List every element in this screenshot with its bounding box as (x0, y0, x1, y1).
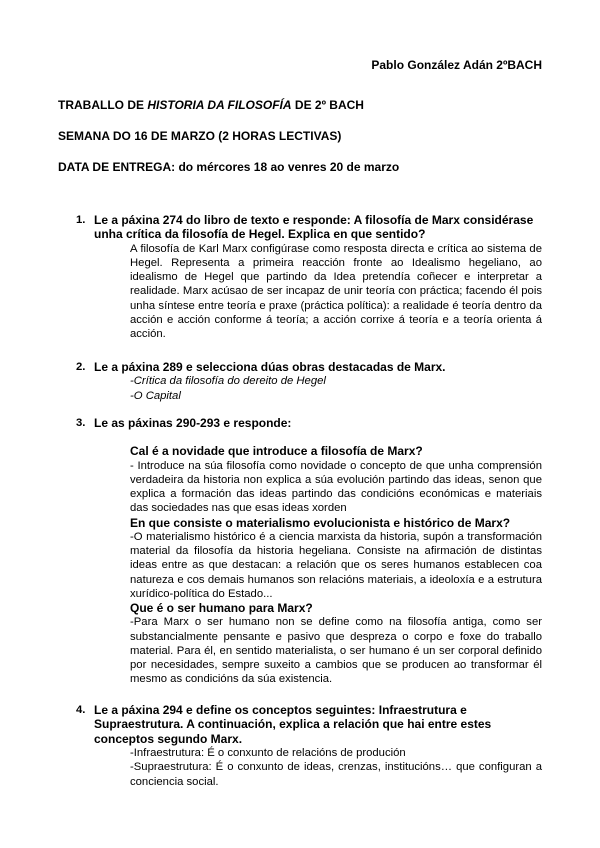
question-answer: A filosofía de Karl Marx configúrase como resposta directa e crítica ao sistema de Hegel. Representa a primeira reacción fronte ao Idealismo hegeliano, ao idealismo de Hegel que partindo da Idea pretendía coñecer e interpretar a realidade. Marx acúsao de ser incapaz de unir teoría con práctica; facendo él pois unha síntese entre teoría e praxe (práctica política): a realidade é teoría dentro da acción e acción conforme á teoría; a acción corrixe á teoría e a teoría orienta á acción. (130, 242, 542, 341)
question-1 (76, 213, 542, 341)
definition-item: -Supraestrutura: É o conxunto de ideas, crenzas, institucións… que configuran a conciencia social. (130, 761, 542, 788)
subquestion-title: En que consiste o materialismo evolucionista e histórico de Marx? (130, 515, 511, 530)
title-suffix: DE 2º BACH (291, 98, 364, 112)
subquestion-answer: - Introduce na súa filosofía como novidade o concepto de que unha comprensión verdadeira da historia non explica a súa evolución partindo das ideas, senon que explica a formación das ideas partindo das condicións económicas e materiais das sociedades nas que esas ideas xorden (130, 459, 542, 515)
definition-item: -Infraestrutura: É o conxunto de relacións de produción (130, 747, 406, 760)
question-number: 1. (76, 214, 86, 226)
question-title: Le a páxina 274 do libro de texto e responde: A filosofía de Marx considérase unha crítica da filosofía de Hegel. Explica en que sentido? (94, 213, 534, 242)
document-title (58, 98, 364, 112)
question-number: 4. (76, 704, 86, 716)
question-title: Le a páxina 289 e selecciona dúas obras destacadas de Marx. (94, 360, 446, 374)
question-2 (76, 360, 542, 403)
subquestion-title: Cal é a novidade que introduce a filosofía de Marx? (130, 444, 423, 459)
question-title: Le as páxinas 290-293 e responde: (94, 416, 292, 430)
question-title: Le a páxina 294 e define os conceptos seguintes: Infraestrutura e Supraestrutura. A continuación, explica a relación que hai entre estes conceptos segundo Marx. (94, 703, 492, 746)
question-number: 3. (76, 417, 86, 429)
author-name: Pablo González Adán 2ºBACH (371, 58, 542, 72)
title-subject: HISTORIA DA FILOSOFÍA (147, 98, 292, 112)
subquestion-answer: -Para Marx o ser humano non se define como na filosofía antiga, como ser substancialmente pensante e pasivo que despreza o corpo e foxe do traballo material. Para él, en sentido materialista, o ser humano é un ser corporal definido por necesidades, sempre suxeito a cambios que se producen ao transformar él mesmo as condicións da súa existencia. (130, 616, 542, 686)
question-3 (76, 416, 542, 686)
subquestion-answer: -O materialismo histórico é a ciencia marxista da historia, supón a transformación material da filosofía da historia hegeliana. Consiste na afirmación de distintas ideas entre as que destacan: a relación que os seres humanos establecen coa natureza e cos demais humanos son relacións materiais, a ideoloxía e a estrutura xurídico-política do Estado... (130, 531, 542, 600)
week-line: SEMANA DO 16 DE MARZO (2 HORAS LECTIVAS) (58, 129, 342, 143)
question-number: 2. (76, 361, 86, 373)
due-date-line: DATA DE ENTREGA: do mércores 18 ao venres 20 de marzo (58, 160, 400, 174)
subquestion-title: Que é o ser humano para Marx? (130, 601, 313, 616)
work-item: -Crítica da filosofía do dereito de Hegel (130, 375, 326, 388)
question-4 (76, 703, 542, 789)
work-item: -O Capital (130, 389, 181, 402)
title-prefix: TRABALLO DE (58, 98, 148, 112)
